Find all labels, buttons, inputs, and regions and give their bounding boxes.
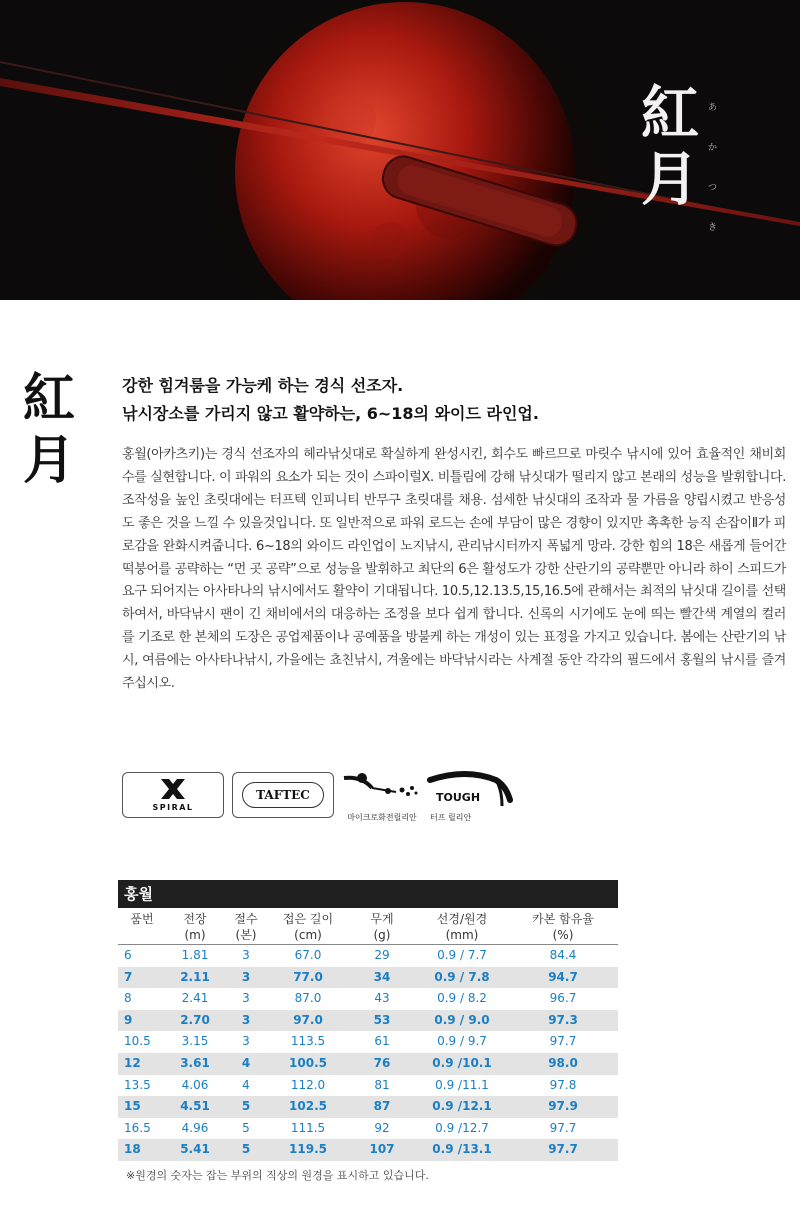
table-cell: 5 (242, 1120, 250, 1135)
table-cell: 9 (124, 1012, 133, 1027)
headline-line-1: 강한 힘겨룸을 가능케 하는 경식 선조자. (122, 376, 404, 395)
table-cell: 2.41 (181, 991, 209, 1006)
table-cell: 43 (374, 991, 390, 1006)
taftec-badge (232, 772, 334, 818)
table-cell: 67.0 (294, 948, 322, 962)
table-row (118, 1118, 618, 1140)
header-carbon: 카본 함유율 (%) (532, 912, 594, 942)
spec-table-title: 홍월 (118, 880, 618, 908)
table-row (118, 967, 618, 989)
side-title-kanji: 紅 月 (22, 368, 75, 491)
table-cell: 0.9 / 7.7 (437, 948, 487, 962)
tough-label: TOUGH (436, 791, 481, 804)
table-row (118, 988, 618, 1010)
table-cell: 97.9 (548, 1099, 578, 1114)
table-cell: 2.11 (180, 969, 210, 984)
table-cell: 4.96 (181, 1120, 209, 1135)
table-cell: 97.7 (549, 1120, 577, 1135)
tough-lillian-icon (426, 768, 516, 812)
table-row (118, 1053, 618, 1075)
table-row (118, 1031, 618, 1053)
table-cell: 96.7 (549, 991, 577, 1006)
table-cell: 4 (241, 1055, 251, 1070)
table-cell: 97.8 (549, 1077, 577, 1092)
spec-table-body (118, 945, 618, 1161)
spec-table (118, 880, 618, 1183)
table-cell: 0.9 / 9.7 (437, 1034, 487, 1049)
table-cell: 53 (373, 1012, 391, 1027)
headline-line-2: 낚시장소를 가리지 않고 활약하는, 6~18의 와이드 라인업. (122, 404, 539, 423)
table-cell: 10.5 (124, 1034, 151, 1049)
table-cell: 13.5 (124, 1077, 151, 1092)
table-row (118, 945, 618, 967)
table-cell: 94.7 (548, 969, 578, 984)
table-cell: 119.5 (289, 1142, 327, 1157)
table-cell: 18 (124, 1142, 141, 1157)
table-cell: 98.0 (548, 1055, 578, 1070)
micro-lillian-badge (340, 768, 424, 828)
x-spiral-icon (159, 777, 187, 801)
table-cell: 3 (241, 1012, 251, 1027)
table-cell: 5.41 (180, 1142, 210, 1157)
product-description: 홍월(아카츠키)는 경식 선조자의 헤라낚싯대로 확실하게 완성시킨, 회수도 빠르므로 마릿수 낚시에 있어 효율적인 채비회수를 실현합니다. 이 파워의 요소가 되는 것이 스파이럴X. 비틀림에 강해 낚싯대가 떨리지 않고 본래의 성능을 발휘합니다. 조작성을 높인 초릿대에는 터프텍 인피니티 반무구 초릿대를 채용. 섬세한 낚싯대의 조작과 물 가름을 양립시켰고 반응성도 좋은 것을 느낄 수 있을것입니다. 또 일반적으로 파워 로드는 손에 부담이 많은 경향이 있지만 촉촉한 능직 손잡이Ⅱ가 피로감을 완화시켜줍니다. 6~18의 와이드 라인업이 노지낚시, 관리낚시터까지 폭넓게 망라. 강한 힘의 18은 새롭게 들어간 떡붕어를 공략하는 “먼 곳 공략”으로 성능을 발휘하고 최단의 6은 활성도가 강한 산란기의 공략뿐만 아니라 하이 스피드가 요구 되어지는 아사타나의 낚시에서도 활약이 기대됩니다. 10.5,12.13.5,15,16.5에 관해서는 최적의 낚싯대 길이를 선택하여서, 바닥낚시 팬이 긴 채비에서의 대응하는 조정을 보다 쉽게 합니다. 신록의 시기에도 눈에 띄는 빨간색 계열의 컬러를 기조로 한 본체의 도장은 공업제품이나 공예품을 방불케 하는 개성이 있는 표정을 가지고 있습니다. 봄에는 산란기의 낚시, 여름에는 아사타나낚시, 가을에는 쵸친낚시, 겨울에는 바닥낚시라는 사계절 동안 각각의 필드에서 홍월의 낚시를 즐겨 주십시오. (122, 447, 786, 692)
table-cell: 2.70 (180, 1012, 210, 1027)
header-sections: 절수 (본) (234, 912, 258, 942)
table-cell: 29 (374, 948, 390, 962)
x-spiral-badge (122, 772, 224, 818)
table-row (118, 1139, 618, 1161)
table-cell: 100.5 (289, 1055, 327, 1070)
table-cell: 0.9 / 8.2 (437, 991, 487, 1006)
table-cell: 4.06 (181, 1077, 209, 1092)
spec-table-header (118, 908, 618, 945)
table-cell: 12 (124, 1055, 141, 1070)
table-cell: 5 (241, 1099, 251, 1114)
table-cell: 97.7 (549, 1034, 577, 1049)
table-cell: 0.9 /13.1 (432, 1142, 492, 1157)
table-cell: 84.4 (549, 948, 577, 962)
table-cell: 7 (124, 969, 133, 984)
table-cell: 5 (241, 1142, 251, 1157)
header-closed-length: 접은 길이 (cm) (282, 912, 334, 942)
table-cell: 0.9 /11.1 (435, 1077, 489, 1092)
hero-banner (0, 0, 800, 300)
table-cell: 8 (124, 991, 132, 1006)
hero-title: 紅 月 (640, 79, 699, 213)
table-cell: 61 (374, 1034, 390, 1049)
tough-lillian-caption: 터프 릴리안 (430, 813, 472, 822)
feature-icons (122, 768, 522, 828)
header-model: 품번 (130, 912, 154, 926)
table-cell: 3 (242, 948, 250, 962)
tough-lillian-badge (426, 768, 516, 828)
table-cell: 15 (124, 1099, 141, 1114)
table-cell: 3 (241, 969, 251, 984)
table-row (118, 1096, 618, 1118)
micro-lillian-caption: 마이크로화전릴리안 (347, 813, 417, 822)
table-cell: 4 (242, 1077, 250, 1092)
x-spiral-label: SPIRAL (152, 803, 194, 812)
table-cell: 16.5 (124, 1120, 151, 1135)
table-cell: 87.0 (294, 991, 322, 1006)
table-cell: 3 (242, 1034, 250, 1049)
table-cell: 3 (242, 991, 250, 1006)
micro-lillian-icon (342, 770, 422, 810)
table-cell: 87 (373, 1099, 391, 1114)
headline (122, 372, 792, 428)
spec-footnote: ※원경의 숫자는 잡는 부위의 직상의 원경을 표시하고 있습니다. (126, 1168, 429, 1182)
table-cell: 97.7 (548, 1142, 578, 1157)
table-cell: 81 (374, 1077, 390, 1092)
table-cell: 97.3 (548, 1012, 578, 1027)
table-cell: 77.0 (293, 969, 323, 984)
table-cell: 0.9 /10.1 (432, 1055, 492, 1070)
table-cell: 92 (374, 1120, 390, 1135)
table-row (118, 1010, 618, 1032)
table-cell: 112.0 (290, 1077, 326, 1092)
table-cell: 0.9 / 9.0 (434, 1012, 490, 1027)
table-cell: 0.9 /12.1 (432, 1099, 492, 1114)
header-length: 전장 (m) (183, 912, 207, 942)
header-diameter: 선경/원경 (mm) (436, 912, 488, 942)
table-cell: 34 (373, 969, 391, 984)
table-cell: 4.51 (180, 1099, 210, 1114)
hero-ruby: あ か つ き (708, 103, 718, 233)
table-cell: 107 (369, 1142, 395, 1157)
table-cell: 3.15 (181, 1034, 209, 1049)
table-cell: 102.5 (289, 1099, 327, 1114)
table-cell: 6 (124, 948, 132, 962)
table-cell: 111.5 (290, 1120, 326, 1135)
taftec-label: TAFTEC (242, 782, 324, 808)
table-cell: 0.9 / 7.8 (434, 969, 490, 984)
header-weight: 무게 (g) (370, 912, 394, 942)
table-row (118, 1075, 618, 1097)
table-cell: 113.5 (290, 1034, 326, 1049)
table-cell: 3.61 (180, 1055, 210, 1070)
table-cell: 76 (373, 1055, 391, 1070)
table-cell: 97.0 (293, 1012, 323, 1027)
table-cell: 1.81 (181, 948, 209, 962)
table-cell: 0.9 /12.7 (435, 1120, 489, 1135)
